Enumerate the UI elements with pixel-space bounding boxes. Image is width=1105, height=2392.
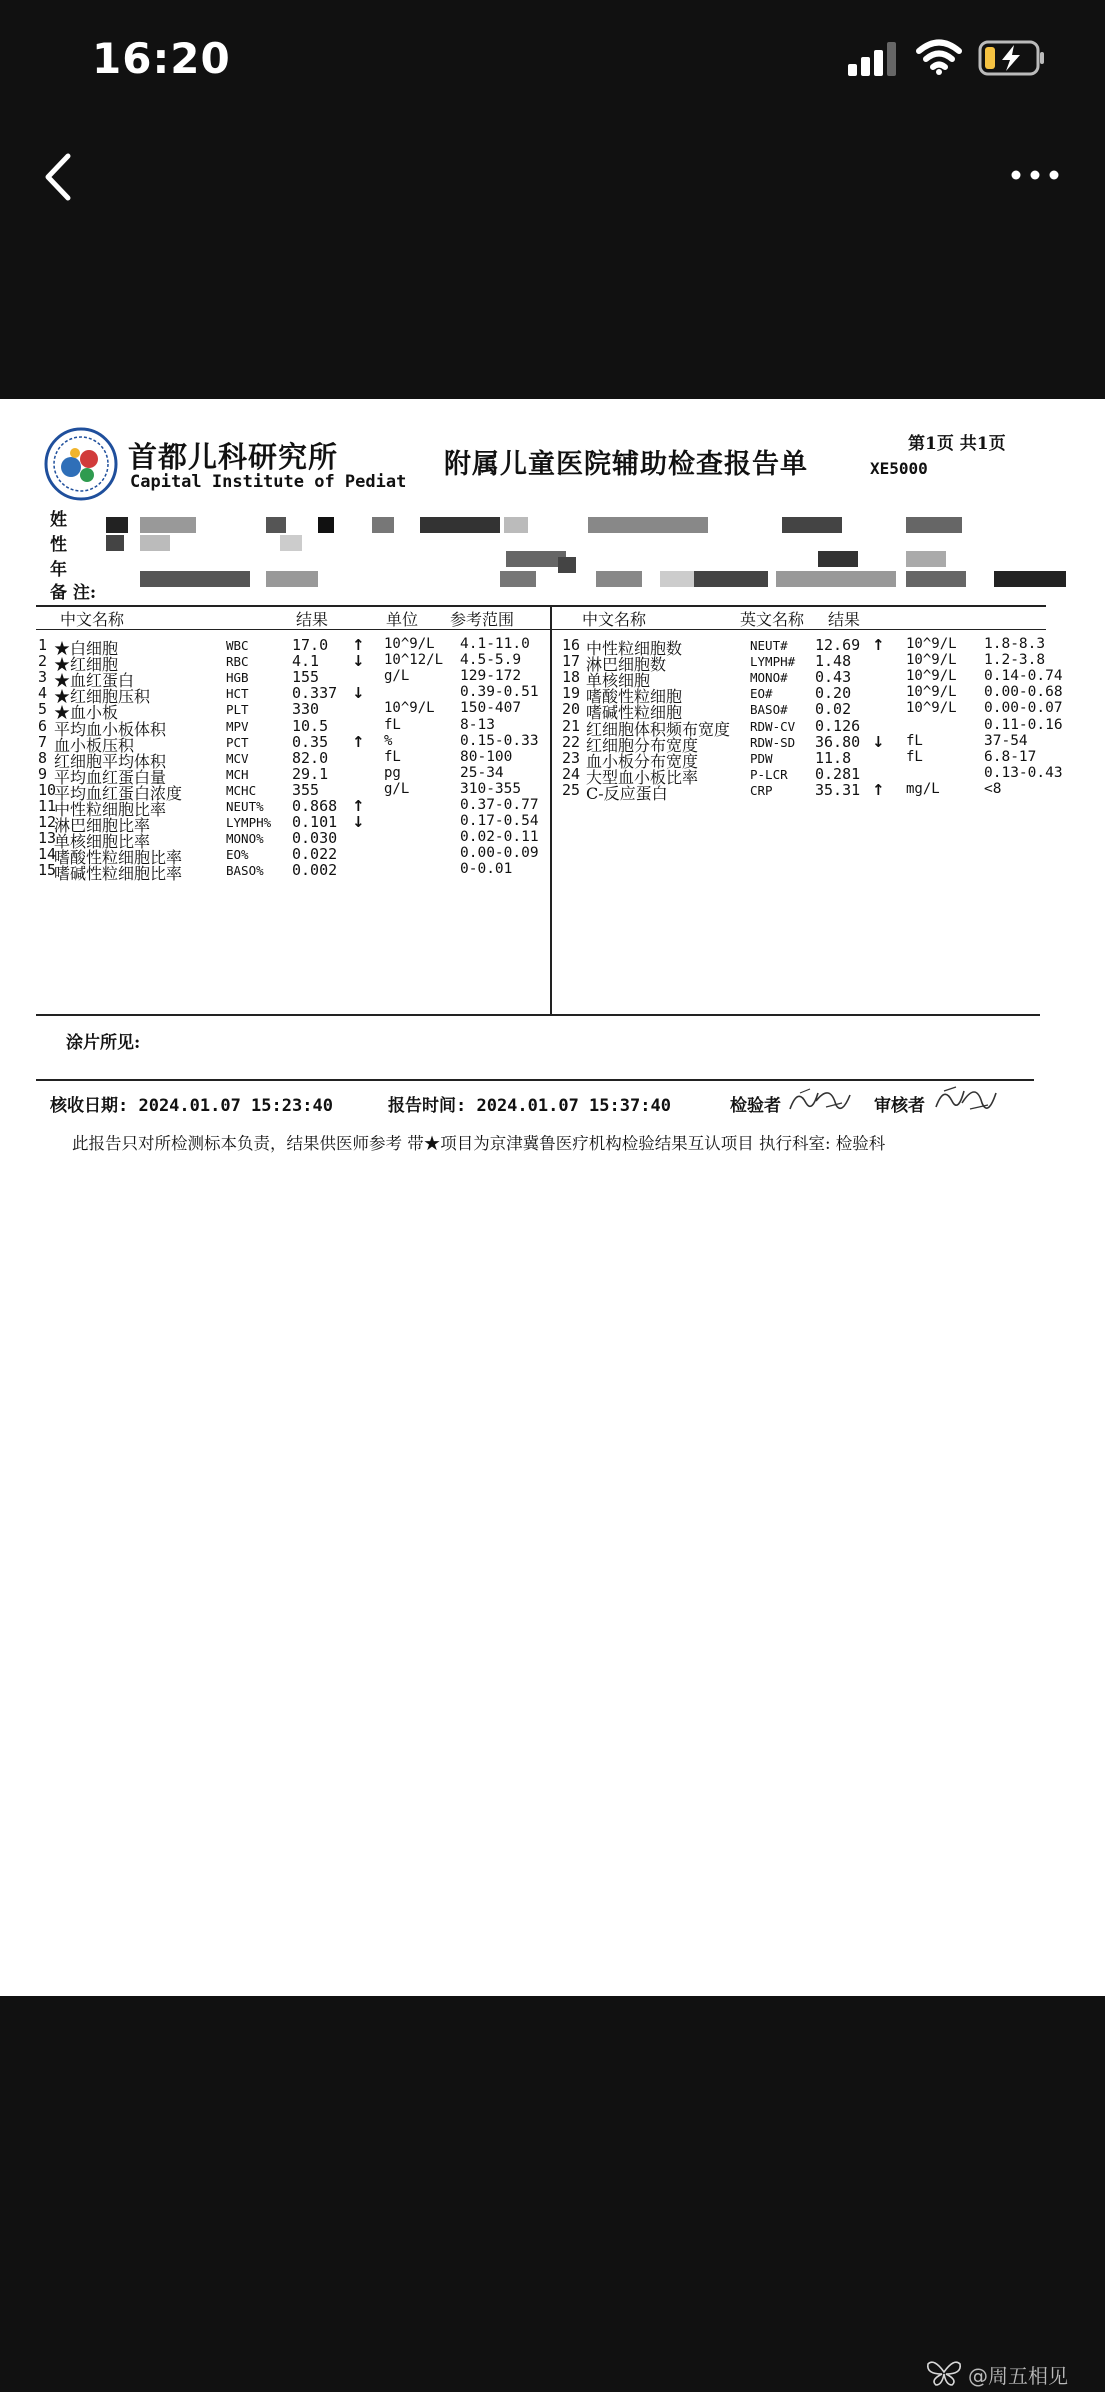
institute-name-cn: 首都儿科研究所 bbox=[128, 440, 339, 474]
row-number: 14 bbox=[38, 845, 57, 864]
test-value: 11.8 bbox=[815, 748, 852, 767]
test-code: NEUT% bbox=[226, 799, 264, 814]
wifi-icon bbox=[916, 38, 962, 76]
test-name: 平均血红蛋白量 bbox=[54, 767, 167, 787]
test-code: BASO# bbox=[750, 702, 788, 718]
battery-charging-icon bbox=[978, 40, 1046, 76]
test-code: MONO# bbox=[750, 670, 788, 686]
row-number: 20 bbox=[562, 700, 581, 719]
header-en-name-right: 英文名称 bbox=[740, 610, 805, 629]
test-code: WBC bbox=[226, 638, 249, 653]
row-number: 18 bbox=[562, 668, 581, 687]
test-name: ★红细胞 bbox=[54, 655, 119, 675]
test-code: NEUT# bbox=[750, 638, 788, 653]
test-unit: 10^12/L bbox=[384, 652, 444, 669]
tester-label: 检验者 bbox=[730, 1096, 781, 1116]
test-unit: 10^9/L bbox=[906, 652, 957, 669]
test-name: 血小板分布宽度 bbox=[586, 751, 699, 771]
reference-range: 25-34 bbox=[460, 764, 504, 781]
test-value: 36.80 bbox=[815, 732, 861, 751]
test-value: 0.02 bbox=[815, 700, 852, 719]
back-chevron-icon[interactable] bbox=[38, 150, 78, 204]
test-value: 0.002 bbox=[292, 861, 338, 880]
test-name: 淋巴细胞比率 bbox=[54, 816, 151, 836]
row-number: 12 bbox=[38, 813, 57, 832]
row-number: 24 bbox=[562, 764, 581, 783]
row-number: 16 bbox=[562, 636, 581, 654]
watermark-text: @周五相见 bbox=[968, 2364, 1068, 2388]
page-info: 第1页 共1页 bbox=[908, 434, 1006, 454]
test-value: 0.030 bbox=[292, 829, 338, 848]
reference-range: <8 bbox=[984, 780, 1002, 797]
row-number: 2 bbox=[38, 652, 48, 671]
test-code: PLT bbox=[226, 702, 249, 718]
header-result: 结果 bbox=[296, 610, 329, 629]
table-header-rule bbox=[36, 629, 1046, 630]
row-number: 7 bbox=[38, 732, 48, 751]
tester-signature bbox=[786, 1079, 856, 1119]
reference-range: 1.2-3.8 bbox=[984, 652, 1046, 669]
report-title: 附属儿童医院辅助检查报告单 bbox=[444, 449, 808, 480]
test-code: RDW-CV bbox=[750, 718, 796, 734]
row-number: 13 bbox=[38, 829, 57, 848]
test-value: 17.0 bbox=[292, 636, 329, 654]
field-note-label: 备 注: bbox=[50, 583, 97, 603]
reference-range: 4.5-5.9 bbox=[460, 652, 522, 669]
reference-range: 37-54 bbox=[984, 732, 1028, 749]
footer-rule bbox=[36, 1079, 1034, 1081]
row-number: 17 bbox=[562, 652, 581, 671]
test-value: 155 bbox=[292, 668, 320, 687]
test-value: 330 bbox=[292, 700, 320, 719]
row-number: 9 bbox=[38, 764, 48, 783]
nav-bar bbox=[0, 120, 1105, 230]
row-number: 21 bbox=[562, 716, 581, 735]
row-number: 19 bbox=[562, 684, 581, 703]
abnormal-flag: ↑ bbox=[872, 780, 885, 799]
test-unit: fL bbox=[384, 716, 401, 733]
test-name: C-反应蛋白 bbox=[586, 783, 668, 803]
reference-range: 150-407 bbox=[460, 700, 522, 717]
abnormal-flag: ↓ bbox=[352, 652, 365, 671]
test-name: 红细胞平均体积 bbox=[54, 751, 167, 771]
test-name: 血小板压积 bbox=[54, 735, 135, 755]
disclaimer: 此报告只对所检测标本负责，结果供医师参考 带★项目为京津冀鲁医疗机构检验结果互认项目 执行科室: 检验科 bbox=[72, 1134, 886, 1153]
reference-range: 0.11-0.16 bbox=[984, 716, 1063, 733]
status-time: 16:20 bbox=[92, 34, 231, 83]
test-value: 29.1 bbox=[292, 764, 329, 783]
test-unit: fL bbox=[906, 748, 923, 765]
test-value: 35.31 bbox=[815, 780, 861, 799]
row-number: 3 bbox=[38, 668, 48, 687]
test-name: ★血小板 bbox=[54, 703, 119, 723]
test-value: 0.337 bbox=[292, 684, 338, 703]
test-unit: g/L bbox=[384, 780, 410, 797]
hospital-logo bbox=[44, 427, 118, 501]
status-bar bbox=[0, 0, 1105, 120]
test-code: MCV bbox=[226, 750, 249, 766]
field-name-label: 姓 bbox=[50, 510, 67, 530]
reference-range: 0.37-0.77 bbox=[460, 797, 539, 813]
reference-range: 0.13-0.43 bbox=[984, 764, 1063, 781]
row-number: 1 bbox=[38, 636, 48, 654]
test-code: EO# bbox=[750, 686, 773, 702]
test-value: 10.5 bbox=[292, 716, 329, 735]
reference-range: 0.00-0.07 bbox=[984, 700, 1063, 717]
test-code: RDW-SD bbox=[750, 734, 796, 750]
test-name: 大型血小板比率 bbox=[586, 767, 699, 787]
reviewer-label: 审核者 bbox=[874, 1096, 925, 1116]
row-number: 22 bbox=[562, 732, 581, 751]
test-value: 0.126 bbox=[815, 716, 861, 735]
test-name: ★血红蛋白 bbox=[54, 671, 135, 691]
test-unit: mg/L bbox=[906, 780, 940, 797]
reference-range: 80-100 bbox=[460, 748, 513, 765]
test-code: PDW bbox=[750, 750, 773, 766]
test-name: ★白细胞 bbox=[54, 639, 119, 658]
test-unit: 10^9/L bbox=[906, 700, 957, 717]
test-name: 平均血小板体积 bbox=[54, 719, 167, 739]
test-value: 355 bbox=[292, 780, 320, 799]
table-divider bbox=[550, 605, 552, 1015]
row-number: 5 bbox=[38, 700, 48, 719]
more-dots-icon[interactable] bbox=[1008, 164, 1062, 186]
abnormal-flag: ↑ bbox=[352, 732, 365, 751]
test-code: EO% bbox=[226, 847, 249, 863]
reference-range: 0.17-0.54 bbox=[460, 813, 539, 830]
test-code: HGB bbox=[226, 670, 249, 686]
row-number: 6 bbox=[38, 716, 48, 735]
test-code: LYMPH% bbox=[226, 815, 272, 831]
test-value: 0.43 bbox=[815, 668, 852, 687]
reference-range: 1.8-8.3 bbox=[984, 636, 1046, 652]
test-name: 中性粒细胞数 bbox=[586, 639, 683, 658]
test-value: 12.69 bbox=[815, 636, 861, 654]
reference-range: 0.02-0.11 bbox=[460, 829, 539, 846]
test-value: 0.35 bbox=[292, 732, 329, 751]
header-cn-name-right: 中文名称 bbox=[582, 610, 647, 629]
abnormal-flag: ↑ bbox=[872, 636, 885, 654]
test-code: P-LCR bbox=[750, 766, 788, 782]
test-value: 0.868 bbox=[292, 797, 338, 815]
test-unit: 10^9/L bbox=[906, 668, 957, 685]
test-code: MCHC bbox=[226, 782, 257, 798]
test-value: 0.20 bbox=[815, 684, 852, 703]
institute-name-en: Capital Institute of Pediat bbox=[130, 472, 407, 492]
row-number: 25 bbox=[562, 780, 581, 799]
test-unit: 10^9/L bbox=[384, 636, 435, 652]
test-value: 82.0 bbox=[292, 748, 329, 767]
reference-range: 0-0.01 bbox=[460, 861, 513, 878]
row-number: 10 bbox=[38, 780, 57, 799]
test-code: MPV bbox=[226, 718, 249, 734]
test-code: HCT bbox=[226, 686, 249, 702]
received-time: 核收日期: 2024.01.07 15:23:40 bbox=[50, 1096, 333, 1116]
test-name: 平均血红蛋白浓度 bbox=[54, 783, 183, 803]
abnormal-flag: ↓ bbox=[352, 684, 365, 703]
abnormal-flag: ↓ bbox=[352, 813, 365, 832]
header-unit: 单位 bbox=[386, 610, 419, 629]
header-result-right: 结果 bbox=[828, 610, 861, 629]
reviewer-signature bbox=[932, 1079, 1002, 1119]
device-id: XE5000 bbox=[870, 459, 928, 478]
abnormal-flag: ↓ bbox=[872, 732, 885, 751]
test-unit: pg bbox=[384, 764, 401, 781]
header-cn-name: 中文名称 bbox=[60, 610, 125, 629]
test-code: BASO% bbox=[226, 863, 264, 879]
table-bottom-rule bbox=[36, 1014, 1040, 1016]
table-top-rule bbox=[36, 605, 1046, 607]
row-number: 15 bbox=[38, 861, 57, 880]
test-code: LYMPH# bbox=[750, 654, 796, 670]
field-gender-label: 性 bbox=[50, 535, 67, 555]
report-photo[interactable] bbox=[0, 399, 1105, 1996]
row-number: 4 bbox=[38, 684, 48, 703]
reference-range: 0.14-0.74 bbox=[984, 668, 1063, 685]
test-unit: % bbox=[384, 732, 393, 749]
test-name: 淋巴细胞数 bbox=[586, 655, 667, 675]
test-unit: fL bbox=[384, 748, 401, 765]
test-value: 0.022 bbox=[292, 845, 338, 864]
smear-label: 涂片所见: bbox=[66, 1033, 141, 1053]
report-time: 报告时间: 2024.01.07 15:37:40 bbox=[388, 1096, 671, 1116]
test-value: 4.1 bbox=[292, 652, 320, 671]
test-name: 单核细胞 bbox=[586, 671, 651, 691]
test-name: ★红细胞压积 bbox=[54, 687, 151, 707]
test-value: 0.281 bbox=[815, 764, 861, 783]
reference-range: 310-355 bbox=[460, 780, 522, 797]
test-unit: 10^9/L bbox=[384, 700, 435, 717]
row-number: 23 bbox=[562, 748, 581, 767]
reference-range: 129-172 bbox=[460, 668, 522, 685]
reference-range: 0.00-0.68 bbox=[984, 684, 1063, 701]
test-unit: 10^9/L bbox=[906, 684, 957, 701]
reference-range: 0.15-0.33 bbox=[460, 732, 539, 749]
test-name: 嗜酸性粒细胞 bbox=[586, 687, 683, 707]
reference-range: 0.39-0.51 bbox=[460, 684, 539, 701]
test-name: 嗜碱性粒细胞比率 bbox=[54, 864, 183, 884]
test-name: 嗜酸性粒细胞比率 bbox=[54, 848, 183, 868]
header-ref: 参考范围 bbox=[450, 610, 515, 629]
test-unit: fL bbox=[906, 732, 923, 749]
abnormal-flag: ↑ bbox=[352, 797, 365, 815]
reference-range: 4.1-11.0 bbox=[460, 636, 530, 652]
row-number: 11 bbox=[38, 797, 57, 815]
test-code: MCH bbox=[226, 766, 249, 782]
test-name: 红细胞分布宽度 bbox=[586, 735, 699, 755]
test-code: CRP bbox=[750, 782, 773, 798]
row-number: 8 bbox=[38, 748, 48, 767]
signal-icon bbox=[848, 42, 900, 76]
abnormal-flag: ↑ bbox=[352, 636, 365, 654]
test-value: 0.101 bbox=[292, 813, 338, 832]
reference-range: 0.00-0.09 bbox=[460, 845, 539, 862]
test-code: PCT bbox=[226, 734, 249, 750]
test-name: 中性粒细胞比率 bbox=[54, 800, 167, 819]
test-unit: g/L bbox=[384, 668, 410, 685]
test-unit: 10^9/L bbox=[906, 636, 957, 652]
reference-range: 6.8-17 bbox=[984, 748, 1037, 765]
field-age-label: 年 bbox=[50, 560, 67, 580]
test-name: 单核细胞比率 bbox=[54, 832, 151, 852]
test-name: 红细胞体积频布宽度 bbox=[586, 719, 731, 739]
reference-range: 8-13 bbox=[460, 716, 495, 733]
test-name: 嗜碱性粒细胞 bbox=[586, 703, 683, 723]
test-code: MONO% bbox=[226, 831, 264, 847]
watermark-butterfly-icon bbox=[926, 2358, 962, 2386]
test-value: 1.48 bbox=[815, 652, 852, 671]
test-code: RBC bbox=[226, 654, 249, 670]
